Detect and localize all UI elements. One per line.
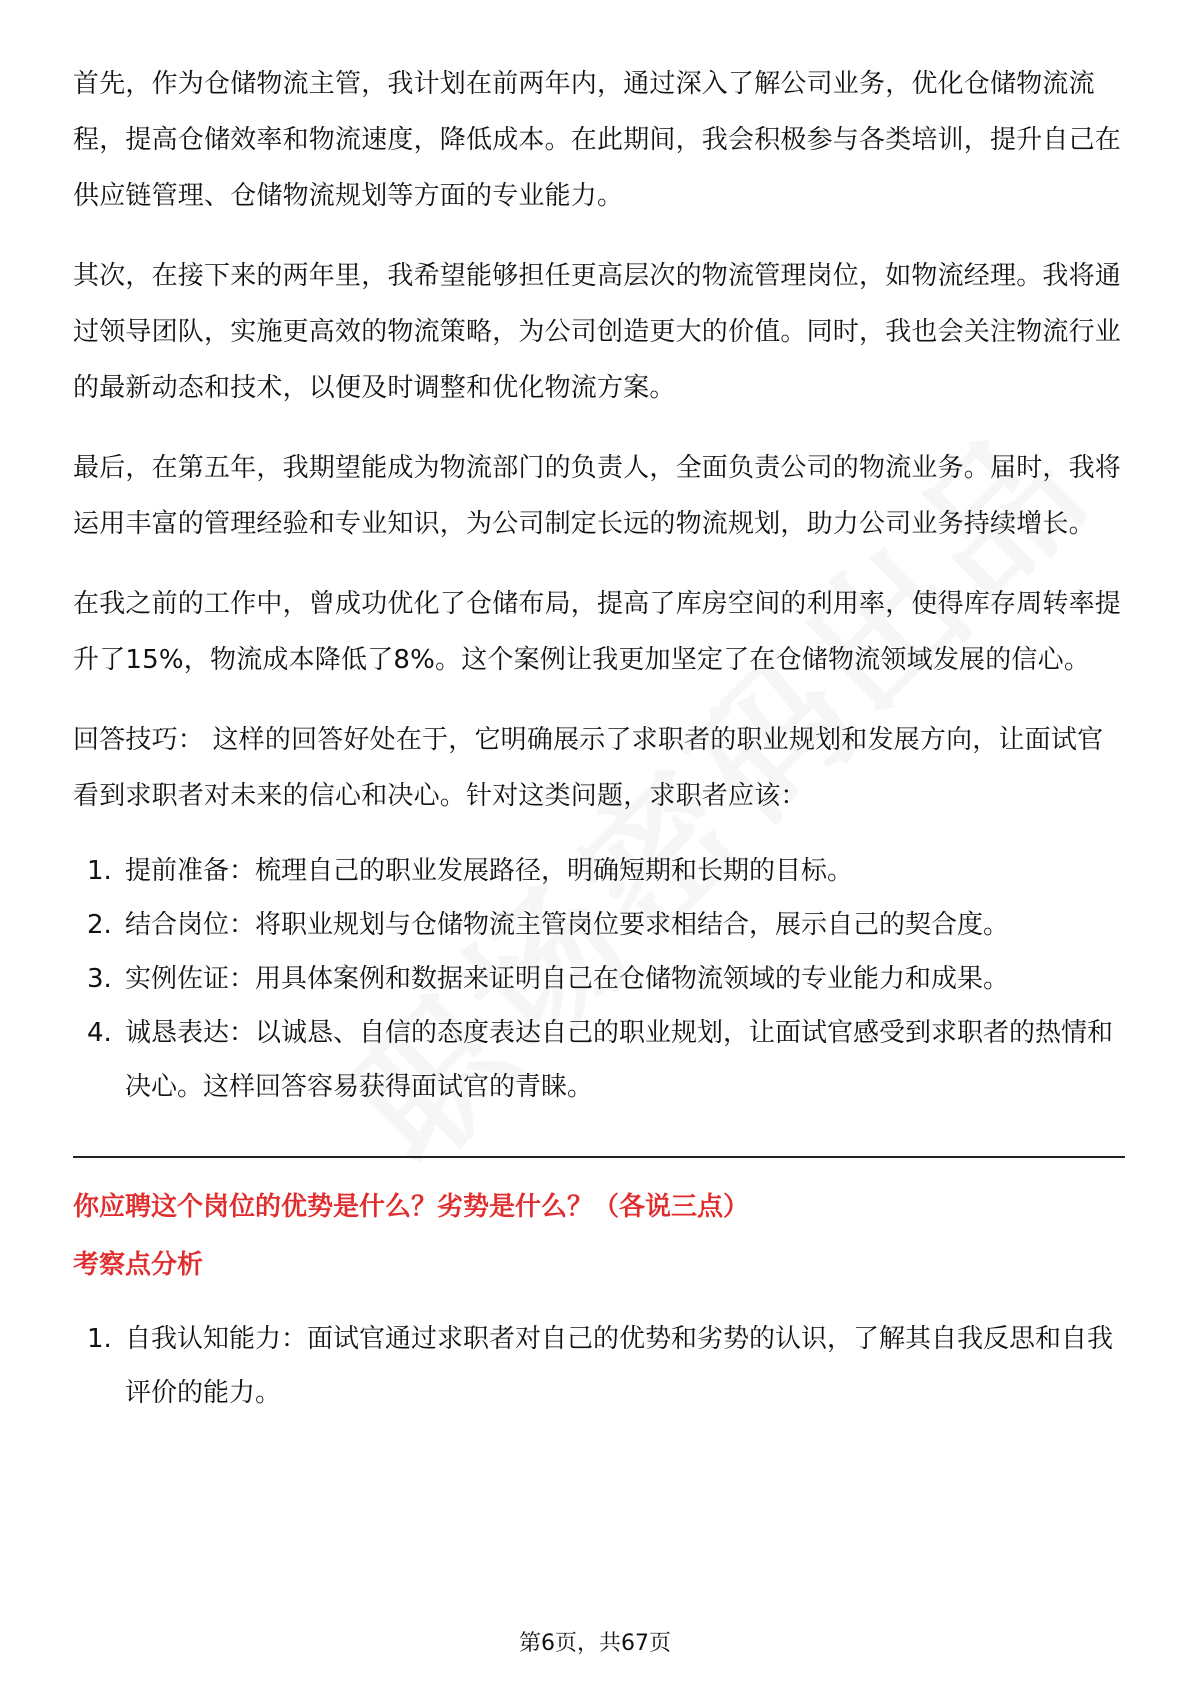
list-number: 4. [87,1018,112,1048]
list-item [73,898,1125,952]
list-text: 提前准备：梳理自己的职业发展路径，明确短期和长期的目标。 [125,856,854,886]
list-number: 2. [87,910,112,940]
list-number: 1. [87,1324,112,1354]
question-heading: 你应聘这个岗位的优势是什么？劣势是什么？（各说三点） [73,1192,750,1222]
list-item [73,1312,1125,1420]
document-body [73,56,1125,1420]
paragraph-4: 在我之前的工作中，曾成功优化了仓储布局，提高了库房空间的利用率，使得库存周转率提升了15%，物流成本降低了8%。这个案例让我更加坚定了在仓储物流领域发展的信心。 [73,589,1122,675]
analysis-list [73,1312,1125,1420]
list-number: 1. [87,856,112,886]
list-item [73,952,1125,1006]
paragraph-3: 最后，在第五年，我期望能成为物流部门的负责人，全面负责公司的物流业务。届时，我将运用丰富的管理经验和专业知识，为公司制定长远的物流规划，助力公司业务持续增长。 [73,453,1122,539]
analysis-heading: 考察点分析 [73,1250,204,1280]
list-text: 实例佐证：用具体案例和数据来证明自己在仓储物流领域的专业能力和成果。 [125,964,1010,994]
list-item [73,844,1125,898]
paragraph-2: 其次，在接下来的两年里，我希望能够担任更高层次的物流管理岗位，如物流经理。我将通过领导团队，实施更高效的物流策略，为公司创造更大的价值。同时，我也会关注物流行业的最新动态和技术，以便及时调整和优化物流方案。 [73,261,1122,403]
list-text: 结合岗位：将职业规划与仓储物流主管岗位要求相结合，展示自己的契合度。 [125,910,1010,940]
tips-list [73,844,1125,1114]
list-item [73,1006,1125,1114]
list-number: 3. [87,964,112,994]
section-divider [73,1156,1125,1158]
paragraph-1: 首先，作为仓储物流主管，我计划在前两年内，通过深入了解公司业务，优化仓储物流流程，提高仓储效率和物流速度，降低成本。在此期间，我会积极参与各类培训，提升自己在供应链管理、仓储物流规划等方面的专业能力。 [73,69,1122,211]
list-text: 诚恳表达：以诚恳、自信的态度表达自己的职业规划，让面试官感受到求职者的热情和决心。这样回答容易获得面试官的青睐。 [125,1018,1114,1102]
page-footer: 第6页，共67页 [519,1631,671,1656]
tips-intro: 回答技巧： 这样的回答好处在于，它明确展示了求职者的职业规划和发展方向，让面试官看到求职者对未来的信心和决心。针对这类问题，求职者应该： [73,725,1104,811]
list-text: 自我认知能力：面试官通过求职者对自己的优势和劣势的认识，了解其自我反思和自我评价的能力。 [125,1324,1114,1408]
